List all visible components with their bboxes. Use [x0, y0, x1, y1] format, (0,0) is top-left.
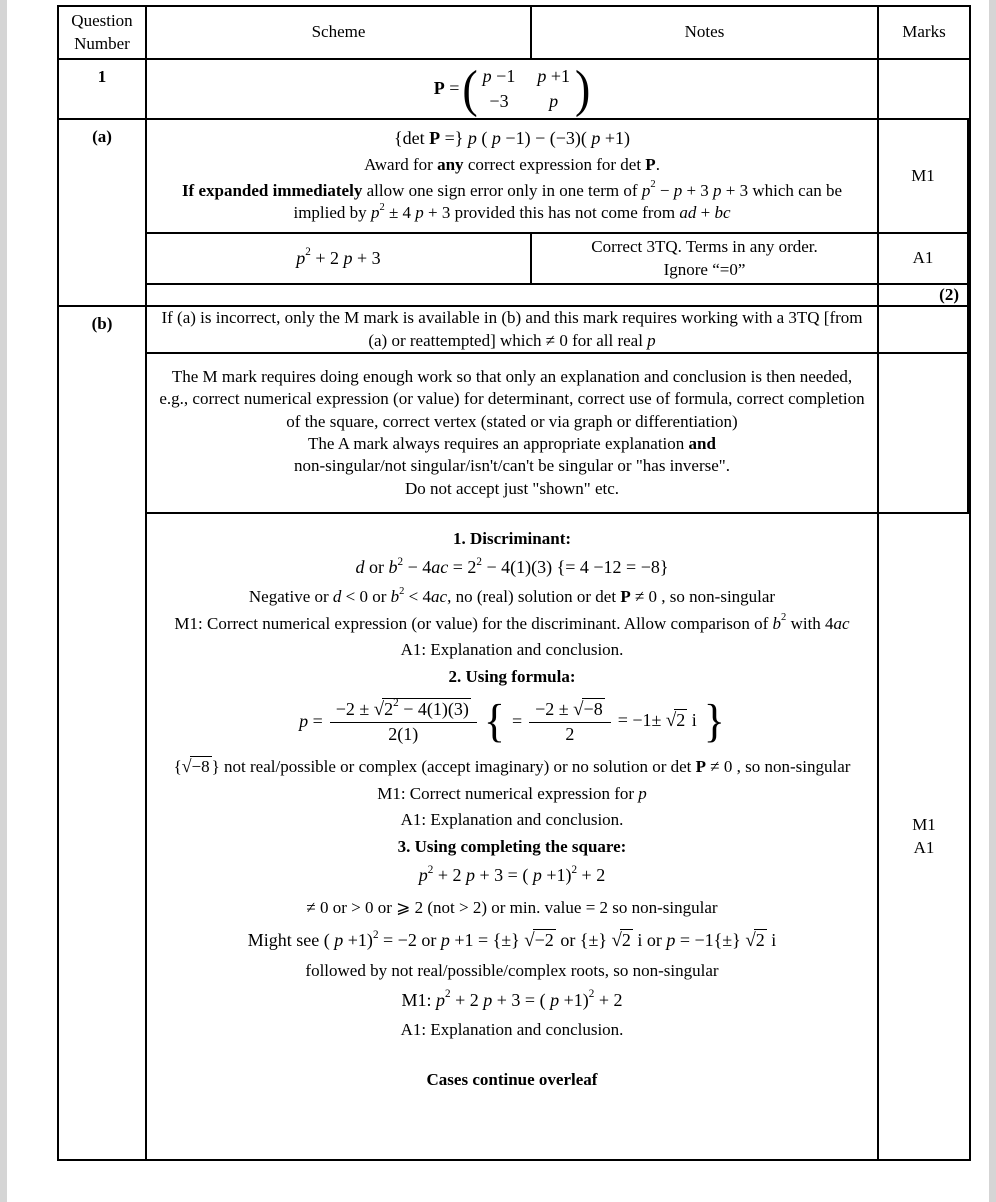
header-marks: Marks [879, 7, 969, 60]
page-edge-left [0, 0, 7, 1202]
formula-fraction-2: $\frac{-2 \pm √-8}{2}$ [529, 698, 611, 745]
marks-cell-b [879, 514, 969, 1159]
cell-matrix-definition [147, 60, 879, 120]
cell-a-m1-working [147, 120, 879, 234]
quadratic-formula: p = $\frac{-2 \pm √2^2 - 4(1)(3)}{2(1)}$ { = $\frac{-2 \pm √-8}{2}$ = −1± √2 i } [299, 695, 725, 747]
guidance-a-mark: The A mark always requires an appropriate explanation and [308, 434, 716, 453]
formula-fraction-1: $\frac{-2 \pm √2^2 - 4(1)(3)}{2(1)}$ [330, 698, 477, 745]
expansion-note: If expanded immediately allow one sign error only in one term of $p^2 - p + 3$ p + 3 which can be implied by $p^2 \pm 4$ p + 3 provided this has not come from ad + bc [181, 179, 843, 223]
case3-might-see: Might see ( p +1)$^2$ = −2 or p +1 = {±} √−2 or {±} √2 i or p = −1{±} √2 i [247, 928, 777, 952]
award-note: Award for any correct expression for det P. [364, 155, 660, 175]
marks-cell-a-a1: A1 [879, 234, 969, 285]
case1-a1-note: A1: Explanation and conclusion. [400, 640, 624, 660]
case3-equation: $p^2 + 2$ p + 3 = ( p +1)$^2$ + 2 [418, 863, 606, 886]
det-expression: {det P =} p ( p −1) − (−3)( p +1) [393, 128, 631, 149]
cell-a-a1-notes [532, 234, 879, 285]
matrix-P: P = ( p −1 p +1 −3 p ) [433, 60, 591, 117]
mark-m1: M1 [912, 814, 936, 834]
header-question-number: Question Number [59, 7, 147, 60]
notes-ignore: Ignore “=0” [663, 259, 746, 279]
question-number-1: 1 [59, 60, 147, 120]
case2-title: 2. Using formula: [448, 666, 576, 686]
mark-a1: A1 [913, 838, 935, 857]
case1-m1-note: M1: Correct numerical expression (or value) for the discriminant. Allow comparison of $b^2$ with 4ac [174, 612, 850, 633]
question-label-b: (b) [59, 307, 147, 1159]
question-label-a: (a) [59, 120, 147, 307]
guidance-m-mark: The M mark requires doing enough work so that only an explanation and conclusion is then needed, e.g., correct numerical expression (or value) for determinant, correct use of formula, correct completion of the square, correct vertex (stated or via graph or differentiation) [159, 366, 865, 431]
matrix-entries: p −1 p +1 −3 p [482, 65, 570, 111]
case1-explanation: Negative or d < 0 or $b^2 < 4ac$, no (real) solution or det P ≠ 0 , so non-singular [248, 585, 776, 607]
case2-a1-note: A1: Explanation and conclusion. [400, 810, 624, 830]
case1-equation: d or $b^2 - 4ac = 2^2 - 4(1)(3)$ {= 4 −12 = −8} [355, 555, 669, 578]
header-notes: Notes [532, 7, 879, 60]
case3-a1-note: A1: Explanation and conclusion. [400, 1019, 624, 1039]
marks-cell-b2-empty [879, 354, 969, 514]
case2-m1-note: M1: Correct numerical expression for p [377, 783, 647, 803]
marks-cell-a-m1: M1 [879, 120, 969, 234]
case3-followed-by: followed by not real/possible/complex roots, so non-singular [305, 961, 719, 981]
guidance-wording: non-singular/not singular/isn't/can't be singular or "has inverse". [294, 456, 730, 476]
guidance-shown: Do not accept just "shown" etc. [404, 478, 620, 498]
marks-cell-row1-empty [879, 60, 969, 120]
mark-scheme-table [57, 5, 971, 1161]
cell-a-total-spacer [147, 285, 879, 307]
cell-b-condition: If (a) is incorrect, only the M mark is available in (b) and this mark requires working with a 3TQ [from (a) or reattempted] which ≠ 0 for all real p [147, 307, 879, 354]
cell-b-cases [147, 514, 879, 1159]
cell-a-a1-answer: $p^2 + 2$ p + 3 [147, 234, 532, 285]
header-scheme: Scheme [147, 7, 532, 60]
case3-conditions: ≠ 0 or > 0 or ⩾ 2 (not > 2) or min. value = 2 so non-singular [306, 897, 718, 917]
case3-title: 3. Using completing the square: [397, 836, 627, 856]
marks-cell-a-total: (2) [879, 285, 969, 307]
notes-3tq: Correct 3TQ. Terms in any order. [591, 237, 818, 257]
matrix-lhs: P = [433, 78, 460, 99]
case2-explanation: {√−8 } not real/possible or complex (accept imaginary) or no solution or det P ≠ 0 , so non-singular [173, 756, 851, 777]
cases-continue-note: Cases continue overleaf [426, 1069, 598, 1089]
marks-cell-b1-empty [879, 307, 969, 354]
cell-b-guidance [147, 354, 879, 514]
case3-m1-note: M1: $p^2 + 2$ p + 3 = ( p +1)$^2$ + 2 [401, 988, 623, 1010]
page-edge-right [989, 0, 996, 1202]
case1-title: 1. Discriminant: [452, 529, 572, 548]
